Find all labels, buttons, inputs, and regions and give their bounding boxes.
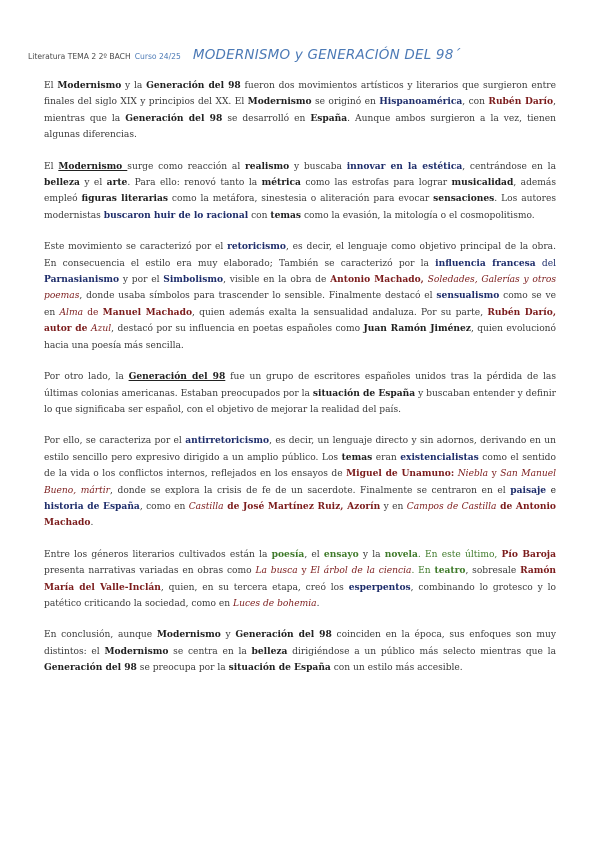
paragraph-modernismo-origin: El Modernismo surge como reacción al realismo y buscaba innovar en la estética, centrándose en la belleza y el arte. Para ello: renovó tanto la métrica como las estrofas para lograr musicalidad, además empleó figuras literarias como la metáfora, sinestesia o aliteración para evocar sensaciones. Los autores modernistas buscaron huir de lo racional con temas como la evasión, la mitología o el cosmopolitismo. [44, 160, 557, 221]
paragraph-conclusion: En conclusión, aunque Modernismo y Generación del 98 coinciden en la época, sus enfoques son muy distintos: el Modernismo se centra en la belleza dirigiéndose a un público más selecto mientras que la Generación del 98 se preocupa por la situación de España con un estilo más accesible. [44, 629, 557, 674]
header-course-label: Curso 24/25 [134, 52, 181, 61]
paragraph-generacion-style: Por ello, se caracteriza por el antirretoricismo, es decir, un lenguaje directo y sin adornos, derivando en un estilo sencillo pero expresivo dirigido a un amplio público. Los temas eran existencialistas como el sentido de la vida o los conflictos internos, reflejados en los ensayos de Miguel de Unamuno: Niebla y San Manuel Bueno, mártir, donde se explora la crisis de fe de un sacerdote. Finalmente se centraron en el paisaje e historia de España, como en Castilla de José Martínez Ruiz, Azorín y en Campos de Castilla de Antonio Machado. [44, 435, 557, 529]
header-title: MODERNISMO y GENERACIÓN DEL 98´ [192, 47, 461, 63]
paragraph-generos: Entre los géneros literarios cultivados están la poesía, el ensayo y la novela. En este último, Pío Baroja presenta narrativas variadas en obras como La busca y El árbol de la ciencia. En teatro, sobresale Ramón María del Valle-Inclán, quien, en su tercera etapa, creó los esperpentos, combinando lo grotesco y lo patético criticando la sociedad, como en Luces de bohemia. [44, 548, 557, 609]
paragraph-modernismo-style: Este movimiento se caracterizó por el retoricismo, es decir, el lenguaje como objetivo principal de la obra. En consecuencia el estilo era muy elaborado; También se caracterizó por la influencia francesa del Parnasianismo y por el Simbolismo, visible en la obra de Antonio Machado, Soledades, Galerías y otros poemas, donde usaba símbolos para trascender lo sensible. Finalmente destacó el sensualismo como se ve en Alma de Manuel Machado, quien además exalta la sensualidad andaluza. Por su parte, Rubén Darío, autor de Azul, destacó por su influencia en poetas españoles como Juan Ramón Jiménez, quien evolucionó hacia una poesía más sencilla. [44, 241, 556, 351]
page-header [28, 47, 580, 67]
document-body [44, 78, 556, 692]
paragraph-intro: El Modernismo y la Generación del 98 fueron dos movimientos artísticos y literarios que surgieron entre finales del siglo XIX y principios del XX. El Modernismo se originó en Hispanoamérica, con Rubén Darío, mientras que la Generación del 98 se desarrolló en España. Aunque ambos surgieron a la vez, tienen algunas diferencias. [44, 80, 557, 141]
paragraph-generacion-origin: Por otro lado, la Generación del 98 fue un grupo de escritores españoles unidos tras la pérdida de las últimas colonias americanas. Estaban preocupados por la situación de España y buscaban entender y definir lo que significaba ser español, con el objetivo de mejorar la realidad del país. [44, 371, 557, 415]
header-subject-label: Literatura TEMA 2 2º BACH [28, 52, 131, 61]
